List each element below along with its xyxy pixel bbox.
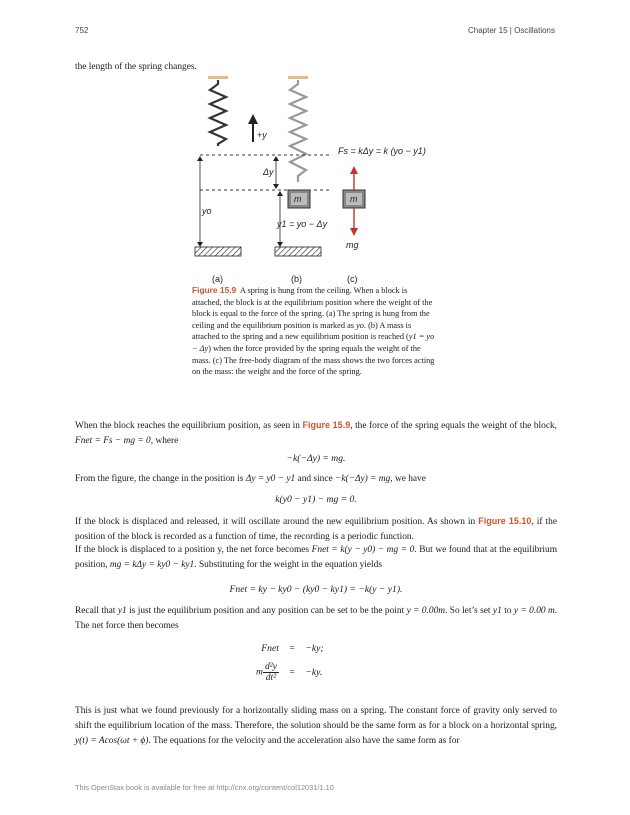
ceiling-a — [208, 76, 228, 79]
figure-15-9-link[interactable]: Figure 15.9 — [302, 420, 351, 430]
eq4-sign-2: = — [288, 667, 296, 678]
figure-15-10-link[interactable]: Figure 15.10 — [478, 516, 532, 526]
floor-a — [195, 247, 241, 256]
paragraph-3 — [75, 514, 557, 545]
p2-symbol-2: −k(−Δy) = mg — [335, 474, 391, 484]
eq4-mass: m — [256, 666, 263, 678]
eq4-fraction — [263, 662, 279, 683]
p4-symbol-2: mg = kΔy = ky0 − ky1 — [109, 560, 195, 570]
paragraph-2 — [75, 472, 557, 487]
intro-line: the length of the spring changes. — [75, 62, 197, 72]
p1-symbol: Fnet = Fs − mg = 0 — [75, 436, 151, 446]
paragraph-1 — [75, 418, 557, 449]
p1-text-a: When the block reaches the equilibrium position, as seen in — [75, 421, 300, 431]
p1-text-b: , the force of the spring equals the weight of the block, — [350, 421, 558, 431]
p3-text-a: If the block is displaced and released, it will oscillate around the new equilibrium position. As shown in — [75, 517, 476, 527]
p6-symbol: y(t) = Acos(ωt + ϕ) — [75, 736, 149, 746]
eq4-lhs-2 — [252, 656, 283, 683]
equation-4 — [250, 641, 330, 685]
delta-y-arrowhead-bottom — [273, 184, 279, 189]
p6-text-b: . The equations for the velocity and the acceleration also have the same form as for — [148, 736, 460, 746]
caption-sym-1: yo — [356, 320, 364, 330]
p5-text-a: Recall that — [75, 606, 116, 616]
eq4-rhs-1: −ky; — [305, 643, 324, 654]
figure-15-9 — [180, 70, 450, 285]
eq4-denominator: dt² — [265, 672, 277, 683]
y1-arrowhead-bottom — [277, 242, 283, 247]
p5-symbol-3: y1 — [492, 606, 502, 616]
p4-text-b: . But we found that at the equilibrium position, — [75, 545, 558, 570]
y-axis-arrowhead — [248, 114, 258, 124]
p3-text-b: , if the position of the block is recorded as a function of time, the recording is a periodic function. — [75, 517, 557, 542]
p4-text-c: . Substituting for the weight in the equation yields — [194, 560, 382, 570]
y1-arrowhead-top — [277, 191, 283, 196]
delta-y-arrowhead-top — [273, 156, 279, 161]
y1-eq-label: y1 = yo − Δy — [277, 219, 328, 229]
up-axis-label: +y — [257, 130, 267, 140]
spring-b — [290, 80, 306, 182]
panel-label-c: (c) — [347, 274, 358, 284]
p5-symbol-1: y1 — [117, 606, 127, 616]
gravity-arrowhead — [350, 228, 358, 236]
page-footer: This OpenStax book is available for free at http://cnx.org/content/col12031/1.10 — [75, 783, 334, 792]
yo-arrowhead-bottom — [197, 242, 203, 247]
figure-caption — [192, 285, 438, 378]
p2-text-a: From the figure, the change in the position is — [75, 474, 244, 484]
eq4-numerator: d²y — [264, 661, 277, 672]
mass-c-label: m — [350, 194, 358, 204]
p6-text-a: This is just what we found previously for a horizontally sliding mass on a spring. The constant force of gravity only served to shift the equilibrium location of the mass. Therefore, the solution should be the same form as for a block on a horizontal spring, — [75, 706, 557, 731]
spring-a — [210, 80, 226, 146]
p4-text-a: If the block is displaced to a position y, the net force becomes — [75, 545, 310, 555]
paragraph-6 — [75, 704, 557, 749]
delta-y-label: Δy — [263, 167, 274, 177]
yo-label: yo — [202, 206, 212, 216]
p2-text-b: and since — [297, 474, 333, 484]
ceiling-b — [288, 76, 308, 79]
caption-label: Figure 15.9 — [192, 285, 237, 295]
p5-text-d: to — [504, 606, 512, 616]
caption-text-3: ) when the force provided by the spring equals the weight of the mass. (c) The free-body diagram of the mass shows the two forces acting on the mass: the weight and the force of the spring. — [192, 343, 435, 377]
paragraph-4 — [75, 543, 557, 573]
p5-text-e: . The net force then becomes — [75, 606, 558, 631]
p4-symbol-1: Fnet = k(y − y0) − mg = 0 — [311, 545, 415, 555]
paragraph-5 — [75, 604, 557, 634]
p5-symbol-4: y = 0.00 m — [513, 606, 555, 616]
caption-text-1: A spring is hung from the ceiling. When a block is attached, the block is at the equilibrium position where the weight of the block is equal to the force of the spring. (a) The spring is hung from the ceiling and the equilibrium position is marked as — [192, 286, 433, 330]
gravity-label: mg — [346, 240, 359, 250]
spring-force-arrowhead — [350, 166, 358, 174]
chapter-header: Chapter 15 | Oscillations — [467, 26, 555, 35]
equation-2: k(y0 − y1) − mg = 0. — [275, 494, 357, 505]
p5-text-b: is just the equilibrium position and any position can be set to be the point — [129, 606, 405, 616]
p2-symbol-1: Δy = y0 − y1 — [245, 474, 296, 484]
eq4-rhs-2: −ky. — [305, 667, 323, 678]
eq4-lhs-1: Fnet — [261, 643, 279, 654]
mass-b-label: m — [294, 194, 302, 204]
panel-label-b: (b) — [291, 274, 302, 284]
floor-b — [275, 247, 321, 256]
yo-arrowhead-top — [197, 156, 203, 161]
p2-text-c: , we have — [390, 474, 426, 484]
equation-3: Fnet = ky − ky0 − (ky0 − ky1) = −k(y − y1). — [229, 584, 403, 595]
equation-1: −k(−Δy) = mg. — [286, 453, 346, 464]
caption-text-2: . (b) A mass is attached to the spring and a new equilibrium position is reached ( — [192, 320, 412, 342]
page-number: 752 — [75, 26, 89, 35]
eq4-sign-1: = — [288, 643, 296, 654]
p5-symbol-2: y = 0.00m — [406, 606, 446, 616]
spring-force-eq: Fs = kΔy = k (yo − y1) — [338, 146, 426, 156]
p1-text-c: , where — [150, 436, 179, 446]
caption-sym-2: y1 = yo − Δy — [192, 332, 435, 353]
panel-label-a: (a) — [212, 274, 223, 284]
p5-text-c: . So let’s set — [445, 606, 491, 616]
